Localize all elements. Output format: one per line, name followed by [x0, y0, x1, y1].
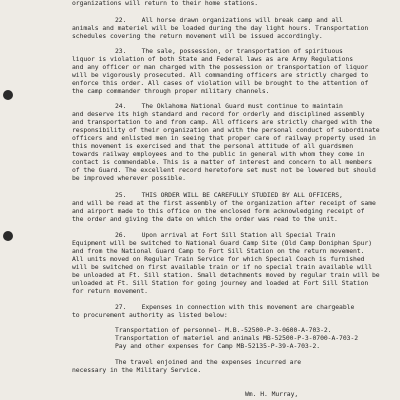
- paragraph-24-heading: 24. The Oklahoma National Guard must continue to maintain: [115, 102, 343, 110]
- text-line: be improved wherever possible.: [72, 174, 186, 182]
- paragraph-22-heading: 22. All horse drawn organizations will break camp and all: [115, 16, 343, 24]
- paragraph-27-heading: 27. Expenses in connection with this movement are chargeable: [115, 303, 355, 311]
- text-line: and from the National Guard Camp to Fort Sill Station on the return movement.: [72, 247, 365, 255]
- funding-line-pay: Pay and other expenses for Camp MB-52135-P-39-A-703-2.: [115, 342, 321, 350]
- text-line: for return movement.: [72, 287, 148, 295]
- text-line: schedules covering the return movement will be issued accordingly.: [72, 32, 323, 40]
- text-line: unloaded at Ft. Sill Station for going journey and loaded at Fort Sill Station: [72, 279, 369, 287]
- paragraph-25-heading: 25. THIS ORDER WILL BE CAREFULLY STUDIED BY ALL OFFICERS,: [115, 191, 343, 199]
- funding-line-personnel: Transportation of personnel- M.B.-52500-P-3-0600-A-703-2.: [115, 326, 332, 334]
- text-line: responsibility of their organization and with the personal conduct of subordinate: [72, 126, 380, 134]
- text-line: officers and enlisted men in seeing that proper care of railway property used in: [72, 134, 376, 142]
- signature-name: Wm. H. Murray,: [245, 390, 299, 398]
- text-line: and transportation to and from camp. All officers are strictly charged with the: [72, 118, 373, 126]
- text-line: to procurement authority as listed below:: [72, 311, 228, 319]
- text-line: animals and materiel will be loaded during the day light hours. Transportation: [72, 24, 369, 32]
- text-line: and any officer or man charged with the possession or transportation of liquor: [72, 63, 369, 71]
- text-line: Equipment will be switched to National Guard Camp Site (Old Camp Doniphan Spur): [72, 239, 373, 247]
- text-line: liquor is violation of both State and Federal laws as are Army Regulations: [72, 55, 354, 63]
- paragraph-23-heading: 23. The sale, possession, or transportation of spirituous: [115, 47, 343, 55]
- text-line: organizations will return to their home stations.: [72, 0, 259, 7]
- text-line: towards railway employees and to the public in general with whom they come in: [72, 150, 365, 158]
- text-line: be unloaded at Ft. Sill station. Small detachments moved by regular train will be: [72, 271, 380, 279]
- text-line: the camp commander through proper military channels.: [72, 87, 270, 95]
- text-line: will be switched on first available train or if no special train available will: [72, 263, 373, 271]
- text-line: necessary in the Military Service.: [72, 366, 202, 374]
- funding-line-materiel: Transportation of materiel and animals MB-52500-P-3-0700-A-703-2: [115, 334, 359, 342]
- text-line: enforce this order. All cases of violation will be brought to the attention of: [72, 79, 369, 87]
- text-line: of the Guard. The excellent record heretofore set must not be lowered but should: [72, 166, 376, 174]
- text-line: and airport made to this office on the enclosed form acknowledging receipt of: [72, 207, 365, 215]
- punch-hole: [3, 90, 13, 100]
- punch-hole: [3, 231, 13, 241]
- text-line: will be vigorously prosecuted. All commanding officers are strictly charged to: [72, 71, 369, 79]
- text-line: contact is commendable. This is a matter of interest and concern to all members: [72, 158, 373, 166]
- text-line: this movement is exercised and that the personal attitude of all guardsmen: [72, 142, 354, 150]
- paragraph-26-heading: 26. Upon arrival at Fort Sill Station all Special Train: [115, 231, 336, 239]
- text-line: the order and giving the date on which the order was read to the unit.: [72, 215, 338, 223]
- text-line: and will be read at the first assembly of the organization after receipt of same: [72, 199, 376, 207]
- text-line: and deserve its high standard and record for orderly and disciplined assembly: [72, 110, 365, 118]
- closing-statement: The travel enjoined and the expenses incurred are: [115, 358, 302, 366]
- text-line: All units moved on Regular Train Service for which Special Coach is furnished: [72, 255, 365, 263]
